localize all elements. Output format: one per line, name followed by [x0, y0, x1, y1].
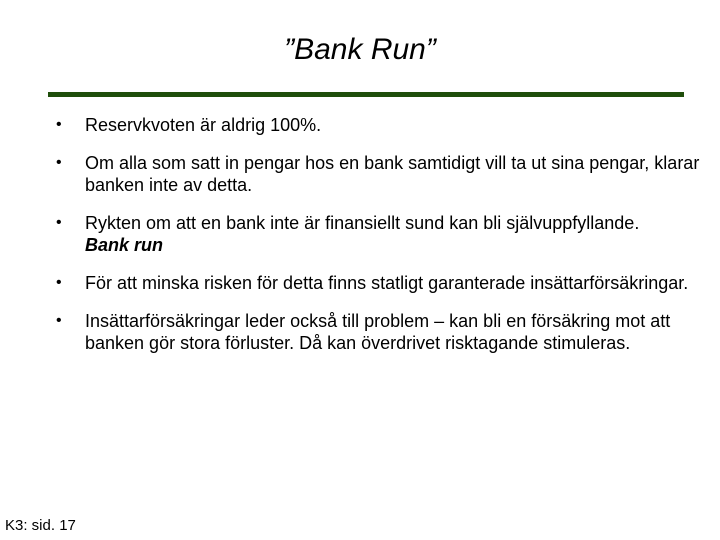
- bullet-dot-icon: •: [56, 312, 62, 329]
- bullet-dot-icon: •: [56, 116, 62, 133]
- bullet-item: [56, 114, 704, 136]
- page-reference-label: K3: sid. 17: [5, 517, 76, 534]
- bullet-item: [56, 212, 704, 256]
- bullet-text: Rykten om att en bank inte är finansiellt sund kan bli självuppfyllande.: [85, 213, 640, 233]
- bullet-dot-icon: •: [56, 274, 62, 291]
- bullet-list: [56, 114, 704, 370]
- bullet-emphasis-text: Bank run: [85, 235, 164, 255]
- title-divider: [48, 92, 684, 97]
- bullet-item: [56, 272, 704, 294]
- bullet-text: Reservkvoten är aldrig 100%.: [85, 115, 322, 135]
- bullet-dot-icon: •: [56, 154, 62, 171]
- bullet-item: [56, 152, 704, 196]
- bullet-text: Insättarförsäkringar leder också till problem – kan bli en försäkring mot att banken gör stora förluster. Då kan överdrivet risktagande stimuleras.: [85, 311, 671, 353]
- bullet-text: För att minska risken för detta finns statligt garanterade insättarförsäkringar.: [85, 273, 689, 293]
- bullet-text: Om alla som satt in pengar hos en bank samtidigt vill ta ut sina pengar, klarar banken inte av detta.: [85, 153, 700, 195]
- slide-title: ”Bank Run”: [284, 33, 436, 66]
- bullet-dot-icon: •: [56, 214, 62, 231]
- bullet-item: [56, 310, 704, 354]
